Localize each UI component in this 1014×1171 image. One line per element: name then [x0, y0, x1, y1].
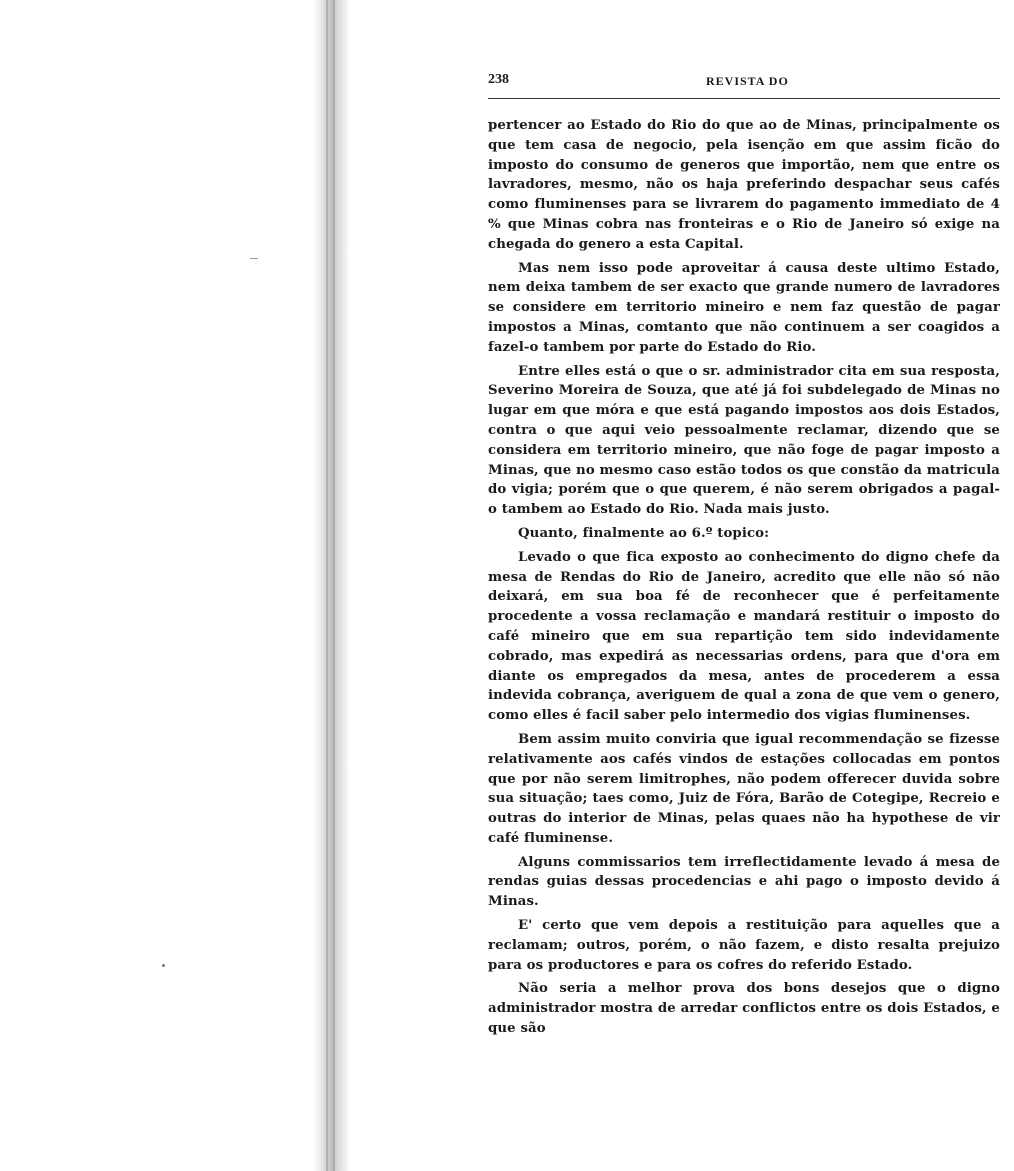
paragraph: Mas nem isso pode aproveitar á causa deste ultimo Estado, nem deixa tambem de ser exacto que grande numero de lavradores se considere em territorio mineiro e nem faz questão de pagar impostos a Minas, comtanto que não continuem a ser coagidos a fazel-o tambem por parte do Estado do Rio. — [488, 260, 1000, 355]
gutter-crease — [326, 0, 328, 1171]
paragraph: Bem assim muito conviria que igual recommendação se fizesse relativamente aos cafés vindos de estações collocadas em pontos que por não serem limitrophes, não podem offerecer duvida sobre sua situação; taes como, Juiz de Fóra, Barão de Cotegipe, Recreio e outras do interior de Minas, pelas quaes não ha hypothese de vir café fluminense. — [488, 731, 1000, 846]
page-header — [488, 72, 1000, 92]
paragraph: Não seria a melhor prova dos bons desejos que o digno administrador mostra de arredar conflictos entre os dois Estados, e que são — [488, 981, 1000, 1037]
scan-speck — [162, 964, 165, 967]
running-head: REVISTA DO — [706, 74, 789, 88]
book-page — [488, 72, 1000, 1037]
paragraph: Entre elles está o que o sr. administrador cita em sua resposta, Severino Moreira de Souza, que até já foi subdelegado de Minas no lugar em que móra e que está pagando impostos aos dois Estados, contra o que aqui veio pessoalmente reclamar, dizendo que se considera em territorio mineiro, que não foge de pagar imposto a Minas, que no mesmo caso estão todos os que constão da matricula do vigia; porém que o que querem, é não serem obrigados a pagal-o tambem ao Estado do Rio. Nada mais justo. — [488, 363, 1000, 518]
paragraph: Alguns commissarios tem irreflectidamente levado á mesa de rendas guias dessas procedencias e ahi pago o imposto devido á Minas. — [488, 854, 1000, 910]
scan-mark — [250, 258, 258, 259]
page-body — [488, 116, 1000, 1039]
header-rule — [488, 98, 1000, 99]
paragraph: Levado o que fica exposto ao conhecimento do digno chefe da mesa de Rendas do Rio de Janeiro, acredito que elle não só não deixará, em sua boa fé de reconhecer que é perfeitamente procedente a vossa reclamação e mandará restituir o imposto do café mineiro que em sua repartição tem sido indevidamente cobrado, mas expedirá as necessarias ordens, para que d'ora em diante os empregados da mesa, antes de procederem a essa indevida cobrança, averiguem de qual a zona de que vem o genero, como elles é facil saber pelo intermedio dos vigias fluminenses. — [488, 549, 1000, 724]
paragraph: E' certo que vem depois a restituição para aquelles que a reclamam; outros, porém, o não fazem, e disto resalta prejuizo para os productores e para os cofres do referido Estado. — [488, 918, 1000, 973]
gutter-crease — [333, 0, 335, 1171]
page-number: 238 — [488, 72, 509, 87]
paragraph: Quanto, finalmente ao 6.º topico: — [518, 525, 770, 541]
book-gutter-shadow — [312, 0, 348, 1171]
paragraph: pertencer ao Estado do Rio do que ao de Minas, principalmente os que tem casa de negocio, pela isenção em que assim ficão do imposto do consumo de generos que importão, nem que entre os lavradores, mesmo, não os haja preferindo despachar seus cafés como fluminenses para se livrarem do pagamento immediato de 4 % que Minas cobra nas fronteiras e o Rio de Janeiro só exige na chegada do genero a esta Capital. — [488, 118, 1000, 252]
